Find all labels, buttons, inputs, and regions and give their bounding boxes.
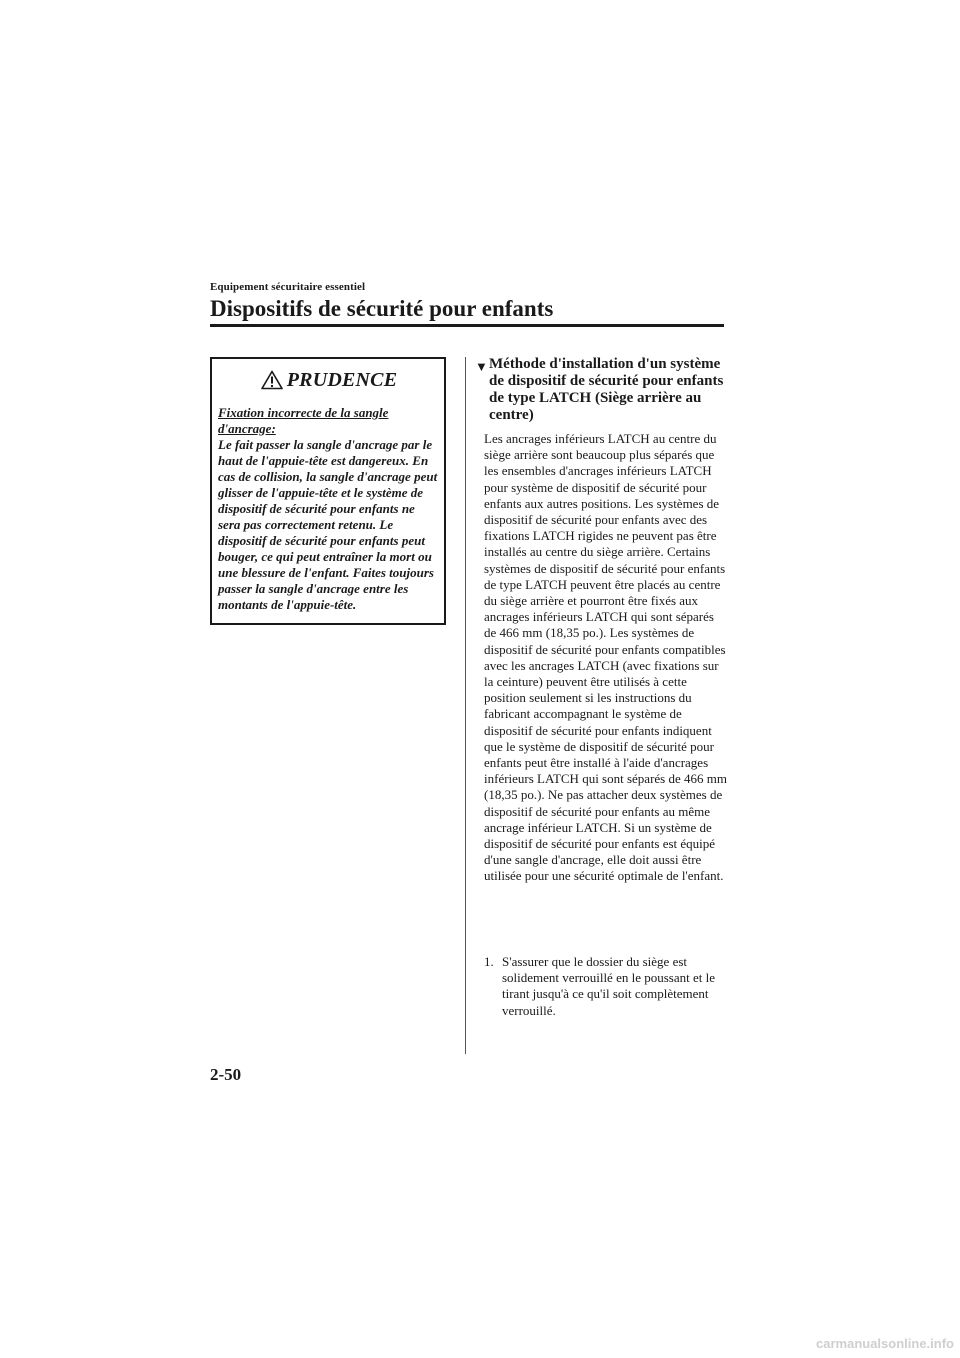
subsection-heading — [473, 356, 728, 424]
caution-header — [218, 367, 440, 393]
caution-body: Le fait passer la sangle d'ancrage par le haut de l'appuie-tête est dangereux. En cas de collision, la sangle d'ancrage peut glisser de l'appuie-tête et le système de dispositif de sécurité pour enfants ne sera pas correctement retenu. Le dispositif de sécurité pour enfants peut bouger, ce qui peut entraîner la mort ou une blessure de l'enfant. Faites toujours passer la sangle d'ancrage entre les montants de l'appuie-tête. — [218, 437, 438, 612]
watermark: carmanualsonline.info — [816, 1336, 954, 1351]
section-body: Les ancrages inférieurs LATCH au centre du siège arrière sont beaucoup plus séparés que les ensembles d'ancrages inférieurs LATCH pour système de dispositif de sécurité pour enfants aux autres positions. Les systèmes de dispositif de sécurité pour enfants avec des fixations LATCH rigides ne peuvent pas être installés au centre du siège arrière. Certains systèmes de dispositif de sécurité pour enfants de type LATCH peuvent être placés au centre du siège arrière et pourront être fixés aux ancrages inférieurs LATCH qui sont séparés de 466 mm (18,35 po.). Les systèmes de dispositif de sécurité pour enfants compatibles avec les ancrages LATCH (avec fixations sur la ceinture) peuvent être utilisés à cette position seulement si les instructions du fabricant accompagnant le système de dispositif de sécurité pour enfants indiquent que le système de dispositif de sécurité pour enfants peut être installé à l'aide d'ancrages inférieurs LATCH qui sont séparés de 466 mm (18,35 po.). Ne pas attacher deux systèmes de dispositif de sécurité pour enfants au même ancrage inférieur LATCH. Si un système de dispositif de sécurité pour enfants est équipé d'une sangle d'ancrage, elle doit aussi être utilisée pour une sécurité optimale de l'enfant. — [484, 431, 727, 884]
list-item — [484, 954, 729, 1019]
caution-subtitle: Fixation incorrecte de la sangle d'ancrage: — [218, 405, 389, 436]
page-number: 2-50 — [210, 1065, 242, 1084]
subsection-heading-text: Méthode d'installation d'un système de dispositif de sécurité pour enfants de type LATCH (Siège arrière au centre) — [489, 356, 724, 423]
page-title: Dispositifs de sécurité pour enfants — [210, 296, 554, 321]
caution-box — [210, 357, 446, 625]
warning-triangle-icon — [261, 370, 283, 390]
section-label: Equipement sécuritaire essentiel — [210, 281, 366, 293]
step-list — [484, 954, 729, 1019]
step-number: 1. — [484, 954, 494, 969]
title-rule — [210, 324, 724, 327]
column-divider — [465, 357, 466, 1054]
caution-title: PRUDENCE — [286, 368, 398, 391]
step-text: S'assurer que le dossier du siège est solidement verrouillé en le poussant et le tirant jusqu'à ce qu'il soit complètement verrouillé. — [502, 954, 715, 1018]
triangle-marker-icon: ▼ — [475, 359, 488, 374]
